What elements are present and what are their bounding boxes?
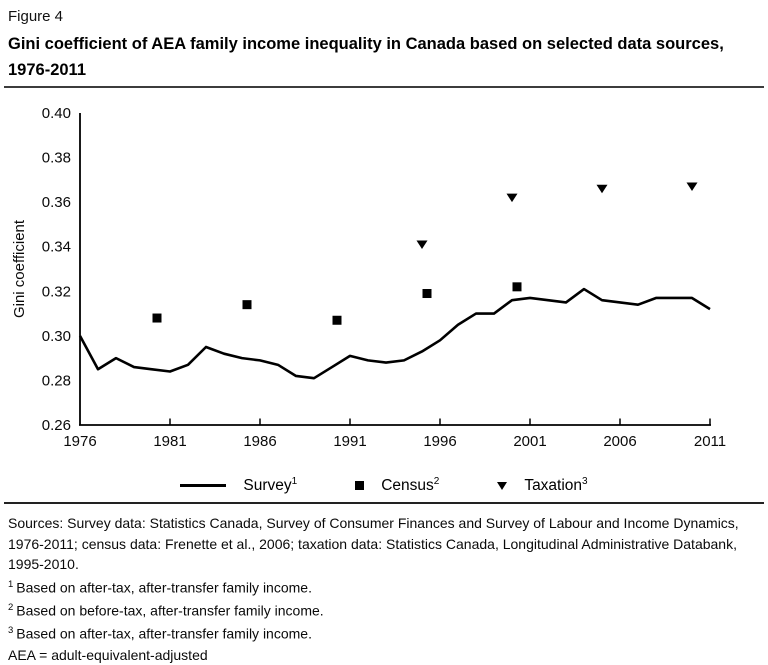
abbreviation-note: AEA = adult-equivalent-adjusted bbox=[8, 646, 208, 663]
y-tick-label: 0.28 bbox=[41, 372, 71, 390]
census-marker bbox=[513, 282, 522, 291]
figure-title: Gini coefficient of AEA family income inequality in Canada based on selected data sources, 1976-2011 bbox=[8, 35, 724, 80]
taxation-marker bbox=[417, 240, 428, 249]
taxation-marker bbox=[597, 185, 608, 194]
y-tick-label: 0.34 bbox=[41, 238, 71, 256]
y-tick-label: 0.38 bbox=[41, 149, 71, 167]
legend-label-taxation: Taxation$^3$ bbox=[524, 476, 588, 495]
y-tick-label: 0.36 bbox=[41, 194, 71, 212]
sources-line: 1995-2010. bbox=[8, 556, 79, 573]
sources-line: 1976-2011; census data: Frenette et al., 2006; taxation data: Statistics Canada, Longitudinal Administrative Databank, bbox=[8, 535, 737, 552]
x-tick-label: 1981 bbox=[153, 433, 187, 450]
footer-divider-rule bbox=[4, 502, 764, 504]
legend-item-survey bbox=[180, 476, 297, 495]
legend-item-taxation bbox=[497, 476, 587, 495]
y-tick-label: 0.32 bbox=[41, 283, 71, 301]
x-tick-label: 1991 bbox=[333, 433, 367, 450]
gini-line-chart bbox=[0, 95, 768, 465]
title-divider-rule bbox=[4, 86, 764, 88]
x-tick-label: 1996 bbox=[423, 433, 457, 450]
x-tick-label: 2006 bbox=[603, 433, 637, 450]
figure-footer bbox=[8, 513, 762, 665]
y-tick-label: 0.30 bbox=[41, 327, 71, 345]
survey-series-line bbox=[80, 289, 710, 378]
footnote: $^3$ Based on after-tax, after-transfer family income. bbox=[8, 625, 312, 642]
x-tick-label: 2001 bbox=[513, 433, 547, 450]
taxation-marker bbox=[507, 194, 518, 203]
chart-area bbox=[0, 95, 768, 465]
census-marker bbox=[153, 314, 162, 323]
footnote: $^1$ Based on after-tax, after-transfer family income. bbox=[8, 578, 312, 596]
survey-line-swatch-icon bbox=[180, 484, 226, 487]
taxation-marker bbox=[687, 183, 698, 192]
census-square-swatch-icon bbox=[355, 481, 364, 490]
figure-number: Figure 4 bbox=[8, 8, 64, 25]
legend-label-survey: Survey$^1$ bbox=[243, 476, 298, 495]
y-tick-label: 0.26 bbox=[41, 417, 71, 434]
x-tick-label: 1986 bbox=[243, 433, 277, 450]
y-axis-title: Gini coefficient bbox=[11, 219, 28, 319]
legend-item-census bbox=[355, 476, 439, 495]
y-tick-label: 0.40 bbox=[41, 105, 71, 122]
taxation-triangle-swatch-icon bbox=[497, 482, 507, 490]
sources-line: Sources: Survey data: Statistics Canada, Survey of Consumer Finances and Survey of Labour and Income Dynamics, bbox=[8, 515, 739, 531]
x-tick-label: 2011 bbox=[693, 433, 727, 450]
footnote: $^2$ Based on before-tax, after-transfer family income. bbox=[8, 602, 324, 619]
x-tick-label: 1976 bbox=[63, 433, 97, 450]
chart-legend bbox=[0, 476, 768, 495]
census-marker bbox=[243, 300, 252, 309]
census-marker bbox=[333, 316, 342, 325]
legend-label-census: Census$^2$ bbox=[381, 476, 440, 495]
census-marker bbox=[423, 289, 432, 298]
